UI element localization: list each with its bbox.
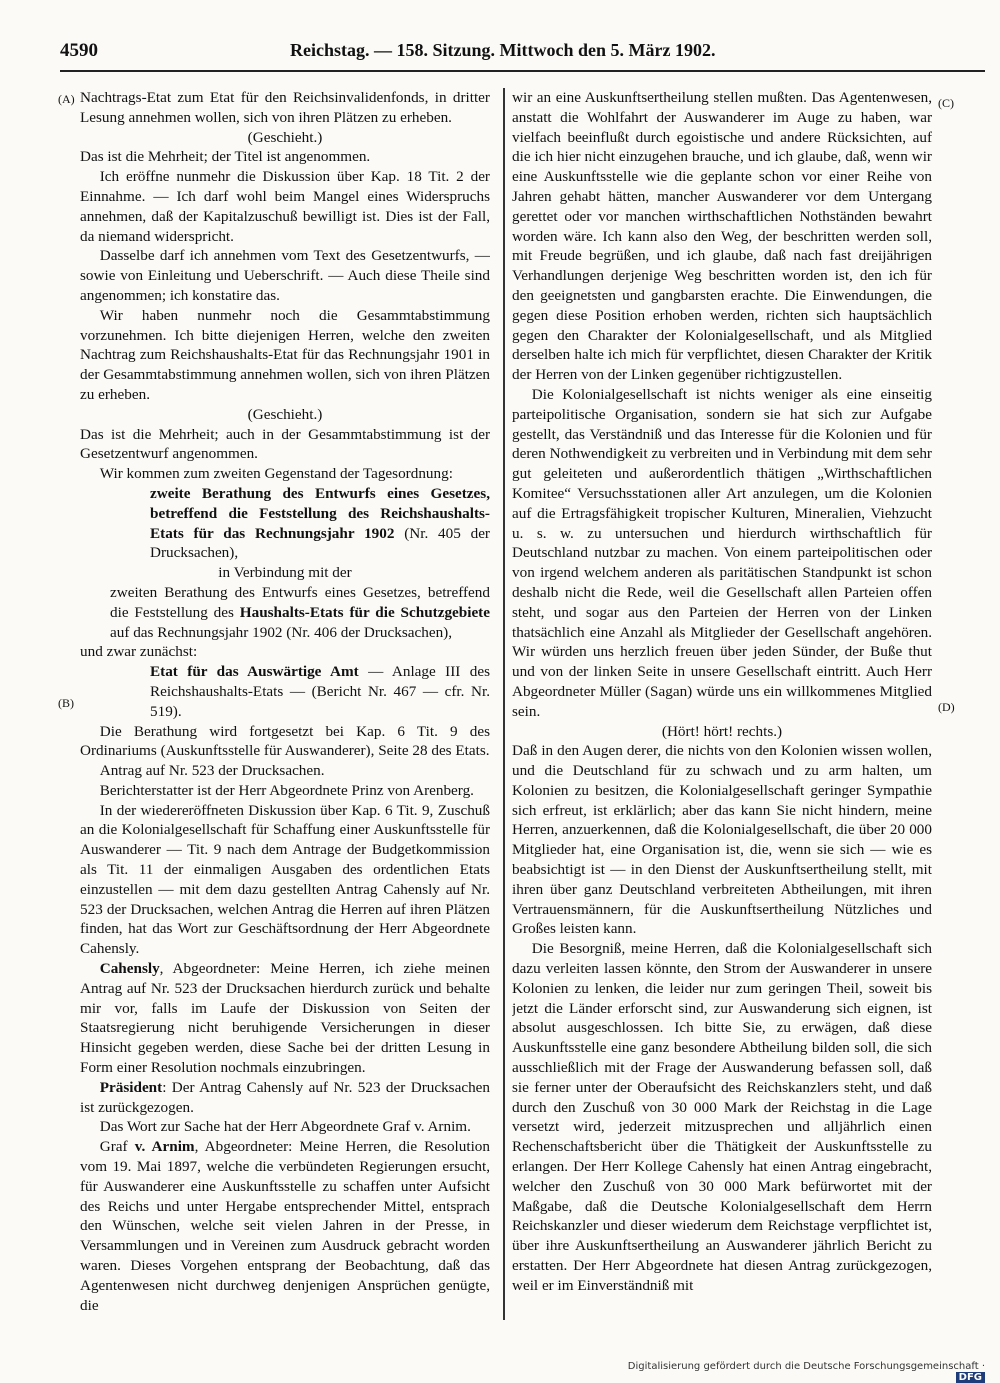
paragraph: in Verbindung mit der bbox=[218, 564, 352, 582]
paragraph: Berichterstatter ist der Herr Abgeordnete Prinz von Arenberg. bbox=[99, 781, 474, 799]
paragraph: Wir haben nunmehr noch die Gesammtabstimmung vorzunehmen. Ich bitte diejenigen Herren, welche den zweiten Nachtrag zum Reichshaushalts-Etat für das Rechnungsjahr 1901 in der Gesammtabstimmung annehmen wollen, sich von ihren Plätzen zu erheben. bbox=[80, 306, 490, 403]
margin-marker-a: (A) bbox=[58, 92, 75, 106]
speech bbox=[80, 1078, 490, 1118]
stage-direction: (Geschieht.) bbox=[247, 128, 323, 146]
paragraph: Ich eröffne nunmehr die Diskussion über Kap. 18 Tit. 2 der Einnahme. — Ich darf wohl beim Mangel eines Widerspruchs annehmen, daß der Kapitalzuschuß bewilligt ist. Dies ist der Fall, da niemand widerspricht. bbox=[80, 168, 490, 245]
page-title: Reichstag. — 158. Sitzung. Mittwoch den 5. März 1902. bbox=[290, 40, 716, 60]
paragraph: Die Besorgniß, meine Herren, daß die Kolonialgesellschaft sich dazu verleiten lassen könnte, den Strom der Auswanderer in unsere Kolonien zu lenken, die leider nur zum geringen Theil, soweit bis jetzt die Länder erforscht sind, zur Auswanderung sich eignen, ist absolut ausgeschlossen. Ich bitte Sie, zu erwägen, daß diese Auskunftsstelle eine ganz besondere Abtheilung bilden soll, die sich ausschließlich mit der Frage der Auswanderung befassen soll, daß sie ferner unter der Oberaufsicht des Reichskanzlers steht, und daß durch den Zuschuß von 30 000 Mark der Reichstag in die Lage versetzt wird, jederzeit mitzusprechen und alljährlich einen Rechenschaftsbericht über die Thätigkeit der Auskunftsstelle zu erlangen. Der Herr Kollege Cahensly hat einen Antrag eingebracht, welcher den Zuschuß von 30 000 Mark befürwortet mit der Maßgabe, daß die Deutsche Kolonialgesellschaft dem Herrn Reichskanzler und dieser wiederum dem Reichstage verpflichtet ist, über ihre Auskunftsertheilung an Auswanderer jährlich Bericht zu erstatten. Der Herr Abgeordnete hat diesen Antrag zurückgezogen, weil er im Einverständniß mit bbox=[512, 940, 932, 1294]
agenda-item-text: auf das Rechnungsjahr 1902 (Nr. 406 der Drucksachen), bbox=[110, 623, 453, 641]
paragraph: Dasselbe darf ich annehmen vom Text des Gesetzentwurfs, — sowie von Einleitung und Ueberschrift. — Auch diese Theile sind angenommen; ich konstatire das. bbox=[80, 247, 490, 304]
speaker-name: Cahensly bbox=[99, 960, 160, 978]
speaker-name: Präsident bbox=[99, 1078, 163, 1096]
agenda-item-title: Etat für das Auswärtige Amt bbox=[150, 663, 359, 681]
paragraph: Das ist die Mehrheit; auch in der Gesammtabstimmung ist der Gesetzentwurf angenommen. bbox=[80, 425, 490, 463]
margin-marker-c: (C) bbox=[938, 96, 954, 110]
stage-direction: (Hört! hört! rechts.) bbox=[661, 722, 783, 740]
paragraph: und zwar zunächst: bbox=[80, 643, 198, 661]
paragraph: Daß in den Augen derer, die nichts von den Kolonien wissen wollen, und die Deutschland für zu schwach und zu arm halten, um Kolonien zu besitzen, die Kolonialgesellschaft geringer Sympathie sich erfreut, ist erklärlich; aber das kann Sie nicht hindern, meine Herren, anzuerkennen, daß die Kolonialgesellschaft, die über 20 000 Mitglieder hat, eine Organisation ist, die, wenn sie sich — wie es beabsichtigt ist — in den Dienst der Auskunftsertheilung stellt, mit ihren über ganz Deutschland verbreiteten Abtheilungen, mit ihren Vertrauensmännern, für die Auskunftsertheilung Nützliches und Großes leisten kann. bbox=[512, 742, 932, 938]
left-column bbox=[80, 88, 490, 1328]
right-column bbox=[512, 88, 932, 1328]
paragraph: Antrag auf Nr. 523 der Drucksachen. bbox=[99, 762, 325, 780]
running-header bbox=[60, 40, 720, 66]
speech-text: , Abgeordneter: Meine Herren, ich ziehe meinen Antrag auf Nr. 523 der Drucksachen hierdurch zurück und behalte mir vor, falls im Laufe der Diskussion von Seiten der Staatsregierung nicht beruhigende Versicherungen in dieser Hinsicht gegeben werden, diese Sache bei der dritten Lesung in Form einer Resolution nochmals einzubringen. bbox=[80, 960, 490, 1077]
speech-text: : Der Antrag Cahensly auf Nr. 523 der Drucksachen ist zurückgezogen. bbox=[80, 1078, 490, 1116]
page-number: 4590 bbox=[60, 40, 98, 61]
speech bbox=[80, 1137, 490, 1315]
agenda-item-text: zweiten Berathung des Entwurfs eines Gesetzes, betreffend die Feststellung des bbox=[110, 583, 490, 621]
speaker-name: v. Arnim bbox=[134, 1138, 195, 1156]
paragraph: In der wiedereröffneten Diskussion über Kap. 6 Tit. 9, Zuschuß an die Kolonialgesellschaft für Schaffung einer Auskunftsstelle für Auswanderer — Tit. 9 nach dem Antrage der Budgetkommission als Tit. 11 der einmaligen Ausgaben des ordentlichen Etats einzustellen — mit dem dazu gestellten Antrag Cahensly auf Nr. 523 der Drucksachen, welchen Antrag die Herren auf ihren Plätzen finden, hat das Wort zur Geschäftsordnung der Herr Abgeordnete Cahensly. bbox=[80, 801, 490, 958]
dfg-logo: DFG bbox=[956, 1372, 985, 1383]
paragraph: Die Kolonialgesellschaft ist nichts weniger als eine einseitig parteipolitische Organisation, sondern sie hat sich zur Aufgabe gestellt, das Verständniß und das Interesse für die Kolonien und für deren Nothwendigkeit zu verbreiten und in Verbindung mit dem sehr gut geleiteten und außerordentlich thätigen „Wirthschaftlichen Komitee“ Versuchsstationen aller Art anzulegen, um die Kolonien auf die Ertragsfähigkeit tropischer Kulturen, Mineralien, Viehzucht u. s. w. zu untersuchen und hierdurch wirthschaftlich für Deutschland nutzbar zu machen. Von einem parteipolitischen oder von irgend welchem anderen als paritätischen Standpunkt ist schon deshalb nicht die Rede, weil die Gesellschaft allen Parteien offen steht, und sogar aus den Parteien der Herren von der Linken thatsächlich eine Anzahl als Mitglieder der Gesellschaft angehören. Wir würden uns herzlich freuen über jeden Sünder, der Buße thut und von der linken Seite in unsere Gesellschaft eintritt. Auch Herr Abgeordneter Müller (Sagan) würde uns ein willkommenes Mitglied sein. bbox=[512, 385, 932, 720]
agenda-item bbox=[80, 583, 490, 642]
paragraph: wir an eine Auskunftsertheilung stellen mußten. Das Agentenwesen, anstatt die Wohlfahrt der Auswanderer im Auge zu haben, war vielfach beeinflußt durch egoistische und andere Rücksichten, auf die ich hier nicht einzugehen brauche, und ich glaube, daß, wenn wir eine Auskunftsstelle wie die geplante schon vor einer Reihe von Jahren gehabt hätten, mancher Auswanderer vor dem Untergang gerettet oder vor manchen wirthschaftlichen Nothständen bewahrt worden wäre. Ich kann also den Weg, der beschritten werden soll, mit Freude begrüßen, und ich glaube, daß nach fast dreijährigen Verhandlungen derjenige Weg beschritten worden ist, den ich für den geeignetsten und gangbarsten erachte. Die Einwendungen, die gegen diese Position erhoben werden, richten sich hauptsächlich gegen den Charakter der Kolonialgesellschaft, und als Mitglied derselben halte ich mich für verpflichtet, diesen Charakter der Kritik der Herren von der Linken gegenüber richtigzustellen. bbox=[512, 89, 932, 384]
stage-direction: (Geschieht.) bbox=[247, 405, 323, 423]
paragraph: Die Berathung wird fortgesetzt bei Kap. 6 Tit. 9 des Ordinariums (Auskunftsstelle für Auswanderer), Seite 28 des Etats. bbox=[80, 722, 490, 760]
speech-text: , Abgeordneter: Meine Herren, die Resolution vom 19. Mai 1897, welche die verbündeten Regierungen ersucht, für Auswanderer eine Auskunftsstelle zu schaffen unter Aufsicht des Reichs und unter Hergabe entsprechender Mittel, entsprach den Wünschen, welche seit vielen Jahren in der Presse, in Versammlungen und in Vereinen zum Ausdruck gebracht worden waren. Dieses Vorgehen entsprang der Beobachtung, daß das Agentenwesen nicht durchweg denjenigen Ansprüchen genügte, die bbox=[80, 1138, 490, 1314]
speaker-prefix: Graf bbox=[99, 1138, 135, 1156]
footer-text: Digitalisierung gefördert durch die Deutsche Forschungsgemeinschaft · bbox=[627, 1361, 985, 1372]
paragraph: Wir kommen zum zweiten Gegenstand der Tagesordnung: bbox=[99, 465, 453, 483]
paragraph: Das ist die Mehrheit; der Titel ist angenommen. bbox=[80, 148, 371, 166]
margin-marker-d: (D) bbox=[938, 700, 955, 714]
agenda-item-text: (Nr. 405 der Drucksachen), bbox=[150, 524, 490, 562]
speech bbox=[80, 959, 490, 1078]
agenda-item-text: — Anlage III des Reichshaushalts-Etats — (Bericht Nr. 467 — cfr. Nr. 519). bbox=[150, 663, 490, 720]
agenda-item bbox=[80, 662, 490, 721]
footer-credit bbox=[605, 1361, 985, 1383]
column-divider bbox=[503, 88, 505, 1320]
paragraph: Nachtrags-Etat zum Etat für den Reichsinvalidenfonds, in dritter Lesung annehmen wollen, sich von ihren Plätzen zu erheben. bbox=[80, 89, 490, 126]
agenda-item-title: Haushalts-Etats für die Schutzgebiete bbox=[239, 603, 490, 621]
header-rule bbox=[60, 70, 985, 72]
margin-marker-b: (B) bbox=[58, 696, 74, 710]
paragraph: Das Wort zur Sache hat der Herr Abgeordnete Graf v. Arnim. bbox=[99, 1118, 471, 1136]
agenda-item-title: zweite Berathung des Entwurfs eines Gesetzes, betreffend die Feststellung des Reichshaushalts-Etats für das Rechnungsjahr 1902 bbox=[150, 484, 490, 542]
agenda-item bbox=[80, 484, 490, 563]
